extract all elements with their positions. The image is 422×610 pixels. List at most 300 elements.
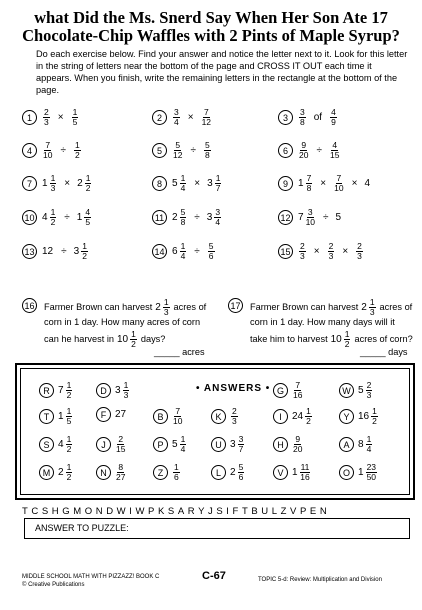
- numerator: 2: [366, 380, 372, 390]
- numerator: 1: [66, 406, 72, 416]
- term: [358, 463, 378, 482]
- denominator: 3: [50, 183, 56, 193]
- fraction: [356, 242, 363, 261]
- answer-choice: [339, 381, 373, 400]
- fraction: [180, 242, 187, 261]
- denominator: 6: [174, 472, 179, 482]
- term: [298, 108, 307, 127]
- numerator: 1: [72, 107, 78, 117]
- denominator: 8: [300, 117, 305, 127]
- term: [115, 435, 126, 454]
- whole-number: 1: [42, 178, 48, 189]
- term: [115, 381, 130, 400]
- operator: ÷: [323, 212, 329, 223]
- answers-box: [20, 368, 410, 495]
- numerator: 1: [66, 380, 72, 390]
- denominator: 2: [66, 472, 72, 482]
- denominator: 2: [82, 251, 87, 261]
- denominator: 2: [344, 339, 350, 349]
- exercise: [152, 208, 222, 227]
- operator: ×: [342, 246, 349, 257]
- term: [42, 246, 54, 257]
- term: [207, 174, 222, 193]
- operator: ÷: [194, 246, 200, 257]
- denominator: 3: [357, 251, 362, 261]
- fraction: [305, 407, 312, 426]
- denominator: 2: [66, 390, 72, 400]
- numerator: 1: [180, 173, 186, 183]
- whole-number: 8: [358, 439, 364, 450]
- numerator: 9: [295, 434, 301, 444]
- answer-choice: [273, 435, 303, 454]
- fraction: [214, 208, 221, 227]
- fraction: [344, 330, 351, 349]
- answer-choice: [39, 381, 73, 400]
- exercise: [22, 108, 79, 127]
- text: take him to harvest: [250, 333, 328, 344]
- numerator: 5: [204, 140, 210, 150]
- operator: ÷: [60, 145, 66, 156]
- fraction: [43, 141, 52, 160]
- fraction: [163, 298, 170, 317]
- exercise-number: 9: [278, 176, 293, 191]
- fraction: [66, 435, 73, 454]
- answer-choice: [211, 435, 245, 454]
- text: Farmer Brown can harvest: [250, 301, 359, 312]
- fraction: [173, 463, 180, 482]
- fraction: [215, 174, 222, 193]
- denominator: 4: [180, 251, 186, 261]
- fraction: [50, 208, 57, 227]
- answer-choice: [39, 435, 73, 454]
- footer-book: MIDDLE SCHOOL MATH WITH PIZZAZZ! BOOK C: [22, 574, 160, 580]
- term: [230, 435, 245, 454]
- answers-heading: • ANSWERS •: [196, 383, 271, 394]
- numerator: 1: [180, 434, 186, 444]
- term: [172, 174, 187, 193]
- denominator: 3: [369, 307, 375, 317]
- fraction: [306, 174, 313, 193]
- denominator: 3: [123, 390, 129, 400]
- whole-number: 3: [207, 178, 213, 189]
- fraction: [123, 381, 130, 400]
- letter-string: TCSHGMONDWIWPKSARYJSIFTBULZVPEN: [22, 506, 331, 517]
- whole-number: 2: [58, 467, 64, 478]
- answer-choice: [153, 463, 181, 482]
- whole-number: 2: [361, 301, 367, 313]
- term: [298, 242, 307, 261]
- exercise-number: 7: [22, 176, 37, 191]
- operator: ÷: [316, 145, 322, 156]
- answer-letter: R: [39, 383, 54, 398]
- operator: ×: [320, 178, 327, 189]
- denominator: 7: [238, 444, 244, 454]
- whole-number: 16: [358, 411, 370, 422]
- term: [327, 242, 336, 261]
- whole-number: 1: [292, 467, 298, 478]
- whole-number: 1: [58, 411, 64, 422]
- denominator: 5: [66, 416, 72, 426]
- term: [358, 435, 373, 454]
- whole-number: 4: [364, 178, 371, 189]
- fraction: [180, 208, 187, 227]
- whole-number: 2: [230, 467, 236, 478]
- numerator: 1: [50, 207, 56, 217]
- word-problem-number: 17: [228, 298, 243, 313]
- answer-to-puzzle-label: ANSWER TO PUZZLE:: [35, 523, 129, 533]
- denominator: 10: [334, 183, 344, 193]
- fraction: [238, 435, 245, 454]
- exercise: [22, 174, 92, 193]
- denominator: 6: [208, 251, 214, 261]
- exercise: [152, 141, 212, 160]
- numerator: 9: [301, 140, 307, 150]
- denominator: 4: [215, 217, 221, 227]
- fraction: [74, 141, 81, 160]
- term: [58, 435, 73, 454]
- answer-letter: O: [339, 465, 354, 480]
- fraction: [180, 174, 187, 193]
- answer-letter: M: [39, 465, 54, 480]
- exercise-number: 12: [278, 210, 293, 225]
- exercise-number: 13: [22, 244, 37, 259]
- fraction: [366, 463, 377, 482]
- term: [77, 174, 92, 193]
- numerator: 1: [85, 173, 91, 183]
- denominator: 2: [131, 339, 136, 349]
- numerator: 1: [369, 297, 375, 307]
- term: [42, 108, 51, 127]
- fraction: [202, 108, 211, 127]
- denominator: 10: [43, 150, 53, 160]
- numerator: 1: [163, 297, 169, 307]
- term: [58, 381, 73, 400]
- term: [361, 298, 376, 317]
- term: [115, 409, 127, 420]
- numerator: 5: [180, 207, 186, 217]
- answer-letter: B: [153, 409, 168, 424]
- whole-number: 2: [155, 301, 161, 313]
- answer-choice: [96, 463, 126, 482]
- term: [207, 242, 216, 261]
- denominator: 2: [306, 416, 311, 426]
- exercise-number: 6: [278, 143, 293, 158]
- term: [358, 407, 379, 426]
- text: acres of: [173, 301, 207, 312]
- whole-number: 3: [73, 246, 80, 257]
- numerator: 1: [66, 462, 72, 472]
- numerator: 7: [45, 140, 51, 150]
- operator: ×: [57, 112, 64, 123]
- answer-choice: [39, 463, 73, 482]
- whole-number: 10: [116, 333, 129, 345]
- whole-number: 5: [335, 212, 342, 223]
- term: [73, 141, 82, 160]
- fraction: [85, 174, 92, 193]
- term: [355, 242, 364, 261]
- answer-letter: F: [96, 407, 111, 422]
- exercise: [278, 242, 364, 261]
- numerator: 1: [74, 140, 80, 150]
- word-problem-line: corn in 1 day. How many acres of corn: [44, 317, 201, 327]
- whole-number: 5: [172, 178, 178, 189]
- term: [298, 174, 313, 193]
- answer-choice: [153, 407, 183, 426]
- denominator: 12: [173, 150, 183, 160]
- denominator: 20: [293, 444, 303, 454]
- term: [172, 242, 187, 261]
- answer-letter: L: [211, 465, 226, 480]
- exercise: [278, 108, 338, 127]
- answer-letter: J: [96, 437, 111, 452]
- answer-letter: T: [39, 409, 54, 424]
- title-line-2: Chocolate-Chip Waffles with 2 Pints of Maple Syrup?: [22, 26, 400, 45]
- whole-number: 5: [172, 439, 178, 450]
- fraction: [81, 242, 88, 261]
- answer-choice: [273, 407, 313, 426]
- fraction: [180, 435, 187, 454]
- answer-letter: H: [273, 437, 288, 452]
- fraction: [173, 407, 182, 426]
- numerator: 5: [238, 462, 244, 472]
- exercise-number: 8: [152, 176, 167, 191]
- denominator: 9: [331, 117, 336, 127]
- fraction: [330, 141, 339, 160]
- word-problem-line: corn in 1 day. How many days will it: [250, 317, 395, 327]
- answer-choice: [39, 407, 73, 426]
- answer-letter: K: [211, 409, 226, 424]
- denominator: 6: [238, 472, 244, 482]
- numerator: 2: [328, 241, 334, 251]
- whole-number: 1: [76, 212, 83, 223]
- term: [201, 108, 212, 127]
- fraction: [116, 435, 125, 454]
- term: [292, 381, 303, 400]
- text: days?: [140, 333, 166, 344]
- operator: ÷: [190, 145, 196, 156]
- fraction: [204, 141, 211, 160]
- term: [336, 212, 343, 223]
- numerator: 3: [300, 107, 305, 117]
- fraction: [50, 174, 57, 193]
- whole-number: 6: [172, 246, 178, 257]
- term: [230, 407, 239, 426]
- whole-number: 3: [230, 439, 236, 450]
- whole-number: 12: [42, 246, 54, 257]
- answer-choice: [339, 407, 379, 426]
- exercise-number: 10: [22, 210, 37, 225]
- answer-letter: V: [273, 465, 288, 480]
- operator: ÷: [64, 212, 70, 223]
- numerator: 2: [44, 107, 49, 117]
- word-problem-line: [44, 298, 206, 317]
- term: [71, 108, 80, 127]
- denominator: 10: [305, 217, 316, 227]
- fraction: [299, 108, 306, 127]
- numerator: 7: [306, 173, 312, 183]
- fraction: [173, 108, 180, 127]
- term: [77, 208, 92, 227]
- answer-blank: _____ days: [360, 347, 408, 357]
- denominator: 3: [328, 251, 334, 261]
- term: [203, 141, 212, 160]
- term: [42, 141, 53, 160]
- exercise: [278, 208, 342, 227]
- term: [358, 381, 373, 400]
- numerator: 1: [174, 462, 179, 472]
- denominator: 15: [329, 150, 340, 160]
- denominator: 4: [180, 183, 186, 193]
- fraction: [369, 298, 376, 317]
- denominator: 5: [72, 117, 78, 127]
- operator: ×: [351, 178, 358, 189]
- answer-choice: [273, 381, 303, 400]
- numerator: 1: [180, 241, 186, 251]
- numerator: 4: [331, 107, 336, 117]
- whole-number: 10: [330, 333, 342, 345]
- denominator: 3: [232, 416, 237, 426]
- exercise: [152, 242, 216, 261]
- answer-choice: [96, 407, 127, 422]
- answer-choice: [96, 381, 130, 400]
- exercise-number: 14: [152, 244, 167, 259]
- denominator: 4: [174, 117, 179, 127]
- term: [364, 178, 371, 189]
- operator: ÷: [194, 212, 200, 223]
- exercise-number: 1: [22, 110, 37, 125]
- footer-topic: TOPIC 5-d: Review: Multiplication and Division: [258, 577, 382, 583]
- term: [207, 208, 222, 227]
- word-problem-number: 16: [22, 298, 37, 313]
- numerator: 2: [232, 406, 237, 416]
- term: [172, 208, 187, 227]
- denominator: 20: [299, 150, 309, 160]
- denominator: 3: [366, 390, 372, 400]
- denominator: 8: [180, 217, 186, 227]
- answer-letter: D: [96, 383, 111, 398]
- answer-choice: [339, 463, 378, 482]
- whole-number: 5: [358, 385, 364, 396]
- answer-letter: G: [273, 383, 288, 398]
- term: [298, 141, 309, 160]
- numerator: 7: [203, 107, 209, 117]
- fraction: [66, 463, 73, 482]
- whole-number: 4: [58, 439, 64, 450]
- fraction: [238, 463, 245, 482]
- fraction: [330, 108, 337, 127]
- numerator: 5: [175, 140, 181, 150]
- whole-number: 27: [115, 409, 127, 420]
- numerator: 1: [66, 434, 72, 444]
- answer-to-puzzle-box[interactable]: [24, 518, 410, 539]
- fraction: [72, 108, 79, 127]
- answer-letter: Z: [153, 465, 168, 480]
- page-number: C-67: [202, 570, 226, 582]
- fraction: [130, 330, 137, 349]
- numerator: 7: [336, 173, 342, 183]
- denominator: 2: [74, 150, 80, 160]
- fraction: [208, 242, 215, 261]
- fraction: [306, 208, 315, 227]
- exercise: [278, 174, 371, 193]
- term: [58, 407, 73, 426]
- fraction: [66, 407, 73, 426]
- answer-choice: [153, 435, 187, 454]
- numerator: 7: [295, 380, 301, 390]
- exercise: [22, 141, 82, 160]
- exercise-number: 5: [152, 143, 167, 158]
- operator: ×: [194, 178, 201, 189]
- numerator: 1: [50, 173, 56, 183]
- term: [42, 174, 57, 193]
- denominator: 2: [66, 444, 72, 454]
- exercise: [152, 174, 222, 193]
- footer-publisher: © Creative Publications: [22, 582, 85, 588]
- term: [74, 242, 89, 261]
- text: acres of: [379, 301, 413, 312]
- term: [172, 463, 181, 482]
- numerator: 3: [174, 107, 179, 117]
- numerator: 1: [123, 380, 129, 390]
- denominator: 7: [215, 183, 221, 193]
- whole-number: 1: [298, 178, 304, 189]
- term: [292, 407, 313, 426]
- numerator: 1: [215, 173, 221, 183]
- exercise-number: 15: [278, 244, 293, 259]
- fraction: [173, 141, 182, 160]
- fraction: [293, 435, 302, 454]
- answer-choice: [211, 407, 239, 426]
- answer-choice: [211, 463, 245, 482]
- numerator: 1: [306, 406, 311, 416]
- answer-letter: P: [153, 437, 168, 452]
- operator: ×: [313, 246, 320, 257]
- denominator: 16: [300, 472, 310, 482]
- exercise: [22, 242, 89, 261]
- operator: ÷: [61, 246, 67, 257]
- numerator: 5: [208, 241, 214, 251]
- title-line-1: what Did the Ms. Snerd Say When Her Son Ate 17: [34, 8, 388, 27]
- term: [155, 298, 170, 317]
- denominator: 50: [366, 472, 377, 482]
- numerator: 2: [357, 241, 362, 251]
- term: [172, 108, 181, 127]
- operator: of: [313, 112, 323, 123]
- answer-letter: A: [339, 437, 354, 452]
- answer-letter: Y: [339, 409, 354, 424]
- whole-number: 7: [298, 212, 304, 223]
- denominator: 4: [180, 444, 186, 454]
- fraction: [116, 463, 125, 482]
- exercise: [22, 208, 92, 227]
- answer-letter: N: [96, 465, 111, 480]
- operator: ×: [187, 112, 194, 123]
- term: [117, 330, 138, 349]
- whole-number: 3: [206, 212, 213, 223]
- fraction: [231, 407, 238, 426]
- text: Farmer Brown can harvest: [44, 301, 153, 312]
- whole-number: 7: [58, 385, 64, 396]
- term: [292, 435, 303, 454]
- fraction: [334, 174, 343, 193]
- numerator: 4: [332, 140, 338, 150]
- fraction: [300, 463, 311, 482]
- whole-number: 2: [172, 212, 178, 223]
- exercise-number: 3: [278, 110, 293, 125]
- numerator: 3: [215, 207, 221, 217]
- whole-number: 2: [77, 178, 83, 189]
- term: [333, 174, 344, 193]
